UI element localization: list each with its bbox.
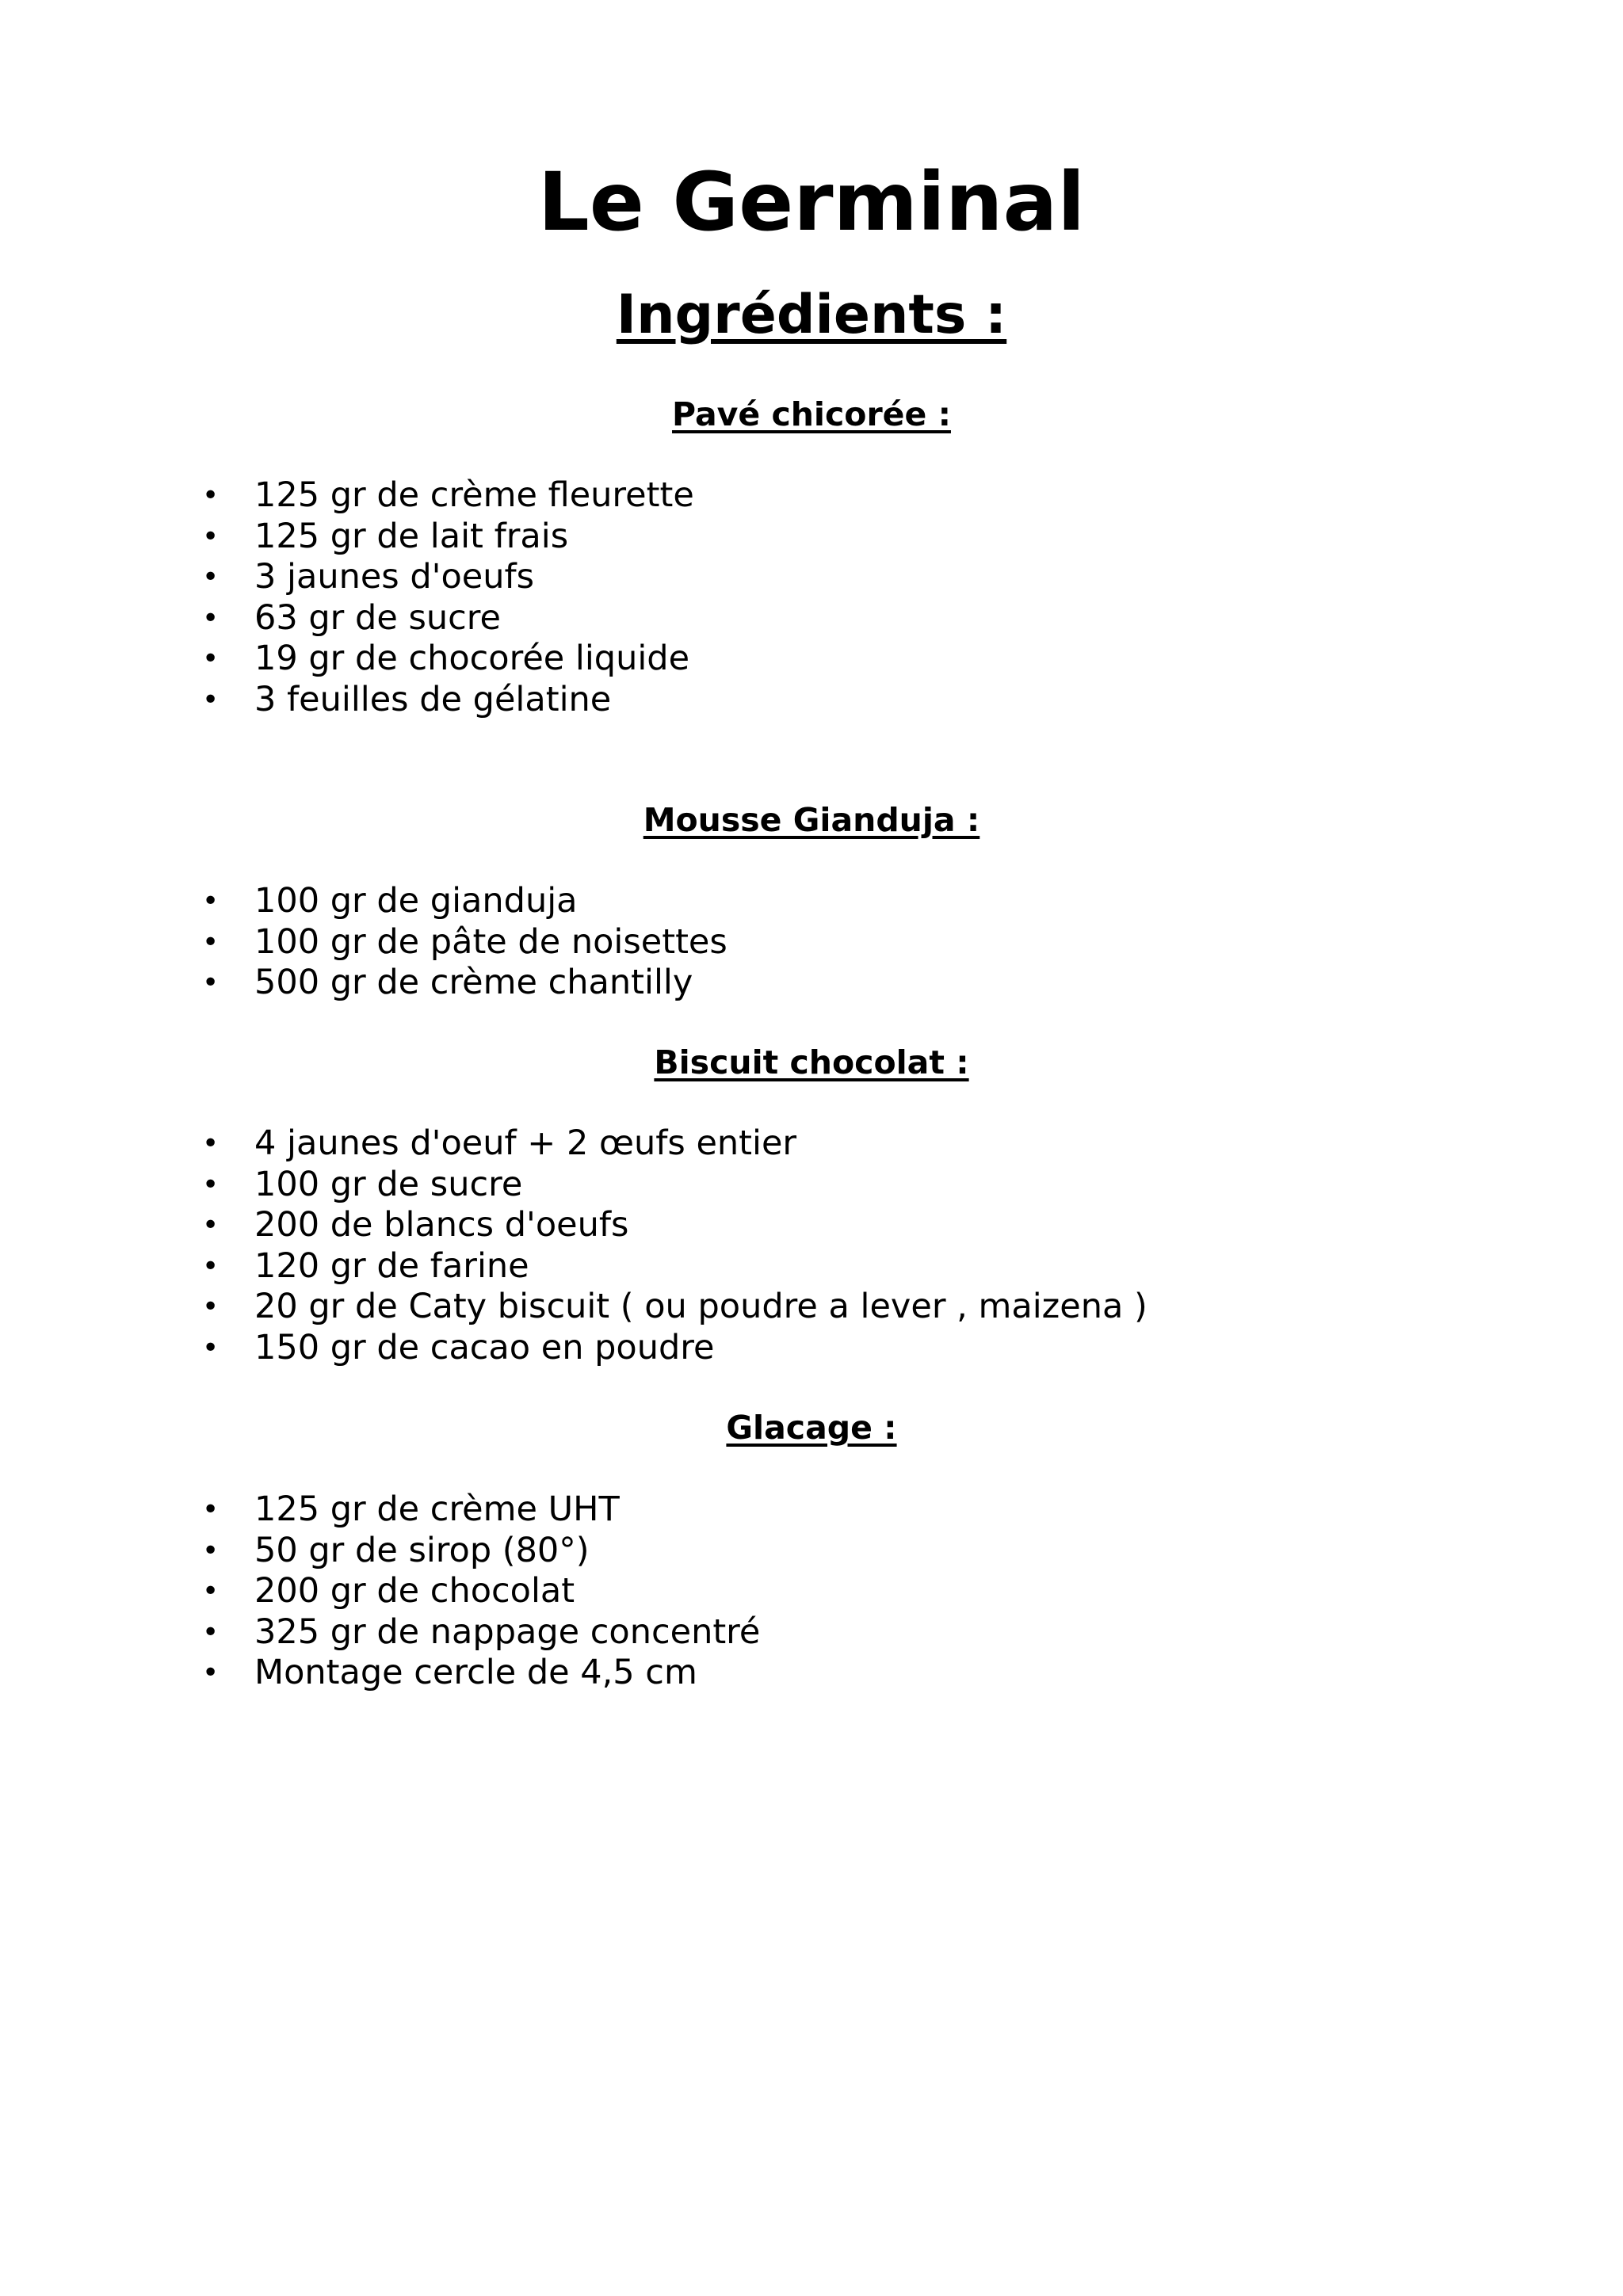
list-item: • 63 gr de sucre [202, 597, 501, 638]
list-item: • 4 jaunes d'oeuf + 2 œufs entier [202, 1123, 797, 1163]
bullet-icon: • [202, 643, 220, 676]
list-item: • 3 jaunes d'oeufs [202, 557, 535, 597]
list-item: • 150 gr de cacao en poudre [202, 1327, 715, 1367]
bullet-icon: • [202, 561, 220, 594]
recipe-title: Le Germinal [537, 155, 1086, 250]
list-item: • 200 de blancs d'oeufs [202, 1205, 629, 1245]
list-item: • Montage cercle de 4,5 cm [202, 1653, 697, 1693]
bullet-icon: • [202, 683, 220, 716]
list-item: • 125 gr de lait frais [202, 516, 569, 556]
section-heading-biscuit-chocolat: Biscuit chocolat : [654, 1043, 969, 1081]
list-item: • 3 feuilles de gélatine [202, 679, 612, 719]
section-heading-pave-chicoree: Pavé chicorée : [672, 395, 951, 433]
ingredient-list-mousse-gianduja [202, 881, 727, 1004]
list-item: • 100 gr de pâte de noisettes [202, 921, 727, 962]
bullet-icon: • [202, 1493, 220, 1526]
bullet-icon: • [202, 1249, 220, 1283]
ingredient-list-glacage [202, 1489, 760, 1694]
bullet-icon: • [202, 1575, 220, 1608]
bullet-icon: • [202, 1615, 220, 1649]
list-item: • 50 gr de sirop (80°) [202, 1530, 590, 1570]
list-item: • 325 gr de nappage concentré [202, 1611, 761, 1652]
bullet-icon: • [202, 1657, 220, 1690]
bullet-icon: • [202, 1127, 220, 1160]
bullet-icon: • [202, 1291, 220, 1324]
bullet-icon: • [202, 601, 220, 635]
bullet-icon: • [202, 967, 220, 1000]
section-heading-mousse-gianduja: Mousse Gianduja : [643, 801, 980, 839]
list-item: • 200 gr de chocolat [202, 1571, 575, 1611]
ingredient-list-biscuit-chocolat [202, 1123, 1148, 1369]
bullet-icon: • [202, 479, 220, 512]
bullet-icon: • [202, 1331, 220, 1364]
bullet-icon: • [202, 1534, 220, 1567]
list-item: • 500 gr de crème chantilly [202, 963, 693, 1003]
list-item: • 100 gr de sucre [202, 1164, 523, 1204]
list-item: • 125 gr de crème UHT [202, 1489, 620, 1529]
bullet-icon: • [202, 925, 220, 959]
list-item: • 100 gr de gianduja [202, 881, 578, 921]
list-item: • 19 gr de chocorée liquide [202, 639, 690, 679]
bullet-icon: • [202, 1168, 220, 1201]
list-item: • 125 gr de crème fleurette [202, 475, 694, 515]
bullet-icon: • [202, 520, 220, 553]
list-item: • 120 gr de farine [202, 1245, 529, 1286]
ingredients-heading: Ingrédients : [616, 284, 1007, 346]
bullet-icon: • [202, 885, 220, 917]
bullet-icon: • [202, 1209, 220, 1242]
list-item: • 20 gr de Caty biscuit ( ou poudre a lever , maizena ) [202, 1287, 1148, 1327]
ingredient-list-pave-chicoree [202, 475, 694, 721]
section-heading-glacage: Glacage : [726, 1409, 897, 1447]
